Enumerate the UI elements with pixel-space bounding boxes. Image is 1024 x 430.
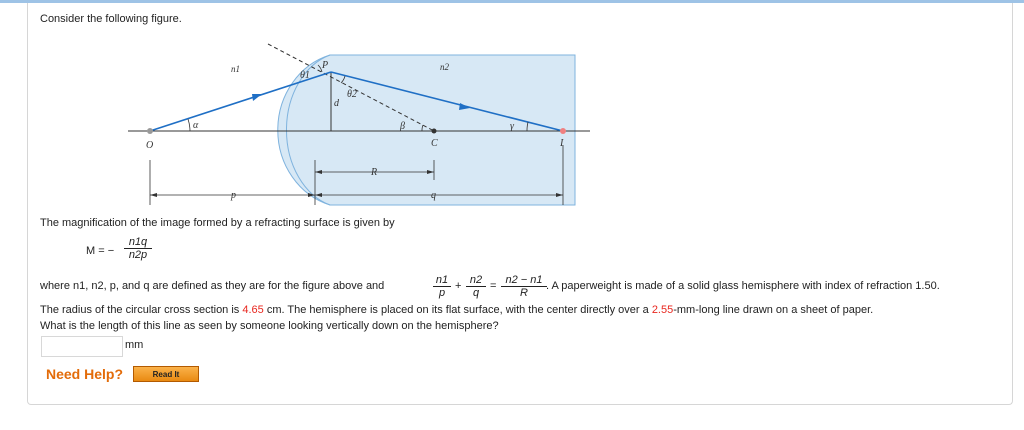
label-d: d xyxy=(334,98,339,109)
eq-term3-den: R xyxy=(520,287,528,299)
label-p: p xyxy=(231,190,236,201)
label-gamma: γ xyxy=(510,121,514,132)
mag-denominator: n2p xyxy=(128,249,148,261)
mag-numerator: n1q xyxy=(124,236,152,249)
incident-ray-arrow xyxy=(252,94,262,101)
label-q: q xyxy=(431,190,436,201)
eq-term3 xyxy=(501,274,547,299)
label-C: C xyxy=(431,138,438,149)
label-theta2: θ2 xyxy=(347,89,357,100)
eq-term1-den: p xyxy=(438,287,446,299)
radius-prefix: The radius of the circular cross section is xyxy=(40,304,243,316)
problem-question: What is the length of this line as seen by someone looking vertically down on the hemisphere? xyxy=(40,320,499,332)
label-P: P xyxy=(322,60,329,71)
eq-term1 xyxy=(433,274,451,299)
magnification-intro: The magnification of the image formed by a refracting surface is given by xyxy=(40,217,395,229)
eq-plus: + xyxy=(455,280,462,292)
eq-term2 xyxy=(466,274,486,299)
eq-term3-num: n2 − n1 xyxy=(501,274,547,287)
mag-fraction xyxy=(124,236,152,261)
eq-term1-num: n1 xyxy=(433,274,451,287)
label-beta: β xyxy=(400,121,405,132)
eq-equals: = xyxy=(490,280,497,292)
radius-suffix: cm. The hemisphere is placed on its flat surface, with the center directly over a xyxy=(263,304,652,316)
problem-part1: . A paperweight is made of a solid glass hemisphere with index of refraction 1.50. xyxy=(546,280,940,292)
answer-input[interactable] xyxy=(41,336,123,357)
alpha-arc xyxy=(188,119,190,131)
read-it-button[interactable]: Read It xyxy=(133,366,199,382)
eq-term2-num: n2 xyxy=(466,274,486,287)
label-I: I xyxy=(560,138,564,149)
need-help-label: Need Help? xyxy=(46,366,124,382)
where-text: where n1, n2, p, and q are defined as they are for the figure above and xyxy=(40,280,385,292)
image-point xyxy=(560,128,566,134)
line-suffix: -mm-long line drawn on a sheet of paper. xyxy=(673,304,874,316)
mag-lhs: M = − xyxy=(86,245,115,257)
label-R: R xyxy=(371,167,378,178)
p-arrow-left xyxy=(150,193,157,197)
object-point xyxy=(147,128,153,134)
eq-term2-den: q xyxy=(472,287,480,299)
radius-value: 4.65 xyxy=(242,304,264,316)
problem-radius-line xyxy=(40,303,873,317)
label-alpha: α xyxy=(193,120,199,131)
label-theta1: θ1 xyxy=(300,70,310,81)
intro-text: Consider the following figure. xyxy=(40,13,182,25)
label-O: O xyxy=(146,140,154,151)
answer-unit: mm xyxy=(125,339,144,351)
label-n1: n1 xyxy=(231,64,240,74)
label-n2: n2 xyxy=(440,62,449,72)
center-point xyxy=(432,129,437,134)
line-length-value: 2.55 xyxy=(651,304,674,316)
glass-region xyxy=(278,55,575,205)
